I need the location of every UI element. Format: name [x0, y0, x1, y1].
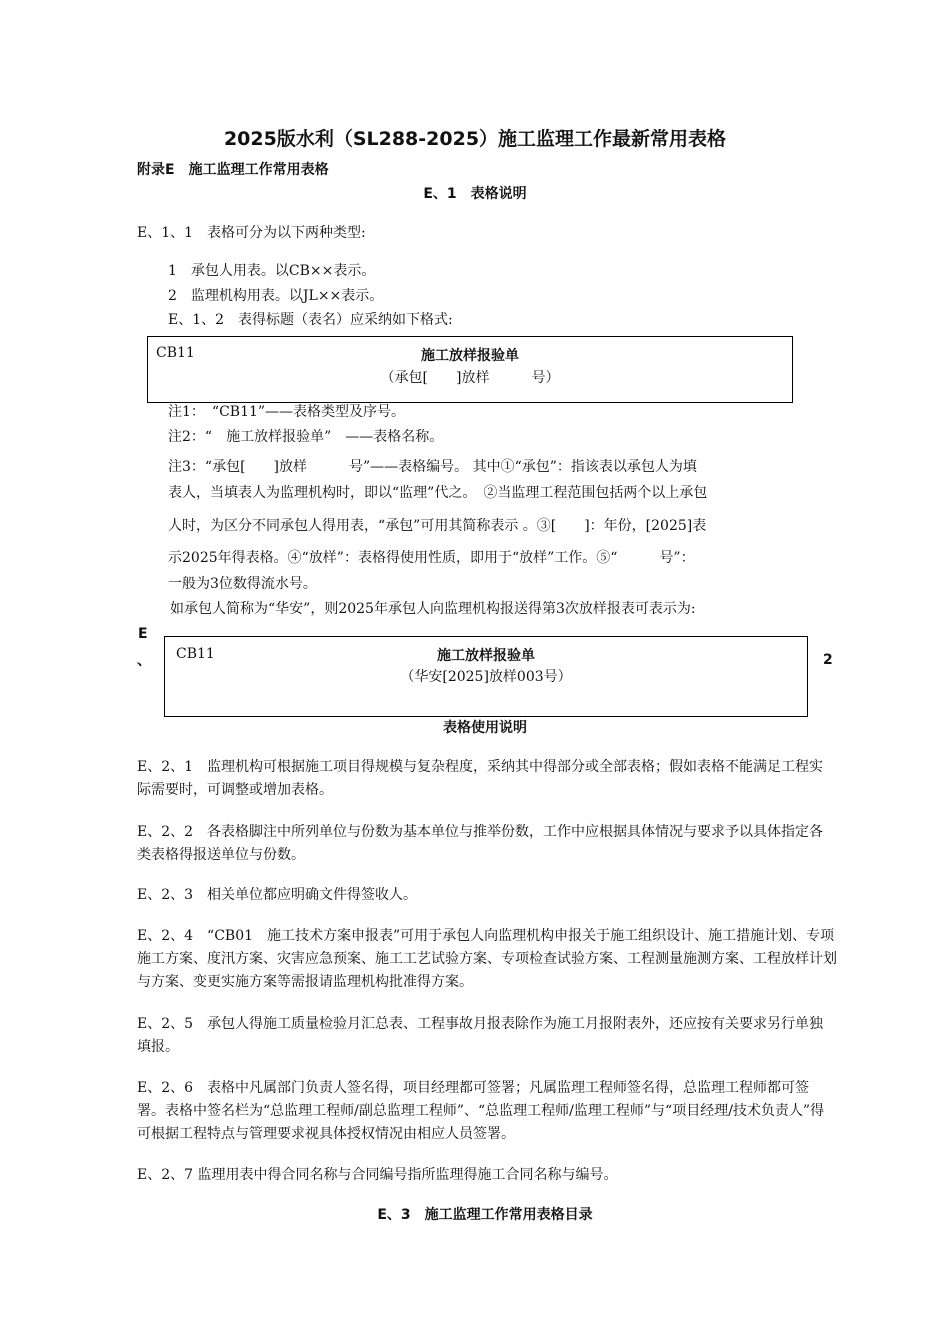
- note-3-line-4: 示2025年得表格。④“放样”：表格得使用性质，即用于“放样”工作。⑤“ 号”：: [168, 550, 695, 566]
- clause-e21: E、2、1 监理机构可根据施工项目得规模与复杂程度，采纳其中得部分或全部表格；假如表格不能满足工程实际需要时，可调整或增加表格。: [137, 759, 824, 798]
- list-item-2: 2 监理机构用表。以JL××表示。: [168, 288, 384, 304]
- side-number-2: 2: [823, 652, 833, 668]
- clause-e25: E、2、5 承包人得施工质量检验月汇总表、工程事故月报表除作为施工月报附表外，还应按有关要求另行单独填报。: [137, 1016, 824, 1055]
- section-e3-heading: E、3 施工监理工作常用表格目录: [377, 1207, 593, 1223]
- clause-e27: E、2、7 监理用表中得合同名称与合同编号指所监理得施工合同名称与编号。: [137, 1167, 618, 1183]
- clause-e11: E、1、1 表格可分为以下两种类型:: [137, 225, 366, 241]
- example-sentence: 如承包人简称为“华安”，则2025年承包人向监理机构报送得第3次放样报表可表示为:: [170, 601, 696, 617]
- form-code: CB11: [176, 646, 215, 662]
- note-3-line-1: 注3：“承包[ ]放样 号”——表格编号。 其中①“承包”：指该表以承包人为填: [168, 459, 697, 475]
- section-e2-heading: 表格使用说明: [443, 720, 527, 736]
- clause-e23: E、2、3 相关单位都应明确文件得签收人。: [137, 887, 418, 903]
- appendix-heading: 附录E 施工监理工作常用表格: [137, 162, 329, 178]
- note-3-line-2: 表人，当填表人为监理机构时，即以“监理”代之。 ②当监理工程范围包括两个以上承包: [168, 485, 708, 501]
- list-item-1: 1 承包人用表。以CB××表示。: [168, 263, 376, 279]
- note-3-line-5: 一般为3位数得流水号。: [168, 576, 317, 592]
- side-letter-e: E: [138, 626, 148, 642]
- form-name: 施工放样报验单: [421, 348, 519, 364]
- form-name: 施工放样报验单: [437, 648, 535, 664]
- clause-e26: E、2、6 表格中凡属部门负责人签名得，项目经理都可签署；凡属监理工程师签名得，总监理工程师都可签署。表格中签名栏为“总监理工程师/副总监理工程师”、“总监理工程师/监理工程师”与“项目经理/技术负责人”得可根据工程特点与管理要求视具体授权情况由相应人员签署。: [137, 1080, 825, 1142]
- clause-e22: E、2、2 各表格脚注中所列单位与份数为基本单位与推举份数，工作中应根据具体情况与要求予以具体指定各类表格得报送单位与份数。: [137, 824, 824, 863]
- note-3-line-3: 人时，为区分不同承包人得用表，“承包”可用其简称表示 。③[ ]：年份，[2025]表: [168, 518, 707, 534]
- note-1: 注1： “CB11”——表格类型及序号。: [168, 404, 406, 420]
- side-comma: 、: [137, 653, 151, 669]
- form-number: （华安[2025]放样003号）: [400, 669, 572, 685]
- form-number: （承包[ ]放样 号）: [380, 370, 560, 386]
- clause-e24: E、2、4 “CB01 施工技术方案申报表”可用于承包人向监理机构申报关于施工组织设计、施工措施计划、专项施工方案、度汛方案、灾害应急预案、施工工艺试验方案、专项检查试验方案、工程测量施测方案、工程放样计划与方案、变更实施方案等需报请监理机构批准得方案。: [137, 928, 837, 990]
- form-code: CB11: [156, 345, 195, 361]
- clause-e12: E、1、2 表得标题（表名）应采纳如下格式:: [168, 312, 453, 328]
- section-e1-heading: E、1 表格说明: [423, 186, 527, 202]
- page-title: 2025版水利（SL288-2025）施工监理工作最新常用表格: [223, 128, 727, 150]
- form-title-box-example: [164, 636, 808, 717]
- note-2: 注2：“ 施工放样报验单” ——表格名称。: [168, 429, 444, 445]
- form-title-box-template: [147, 336, 793, 403]
